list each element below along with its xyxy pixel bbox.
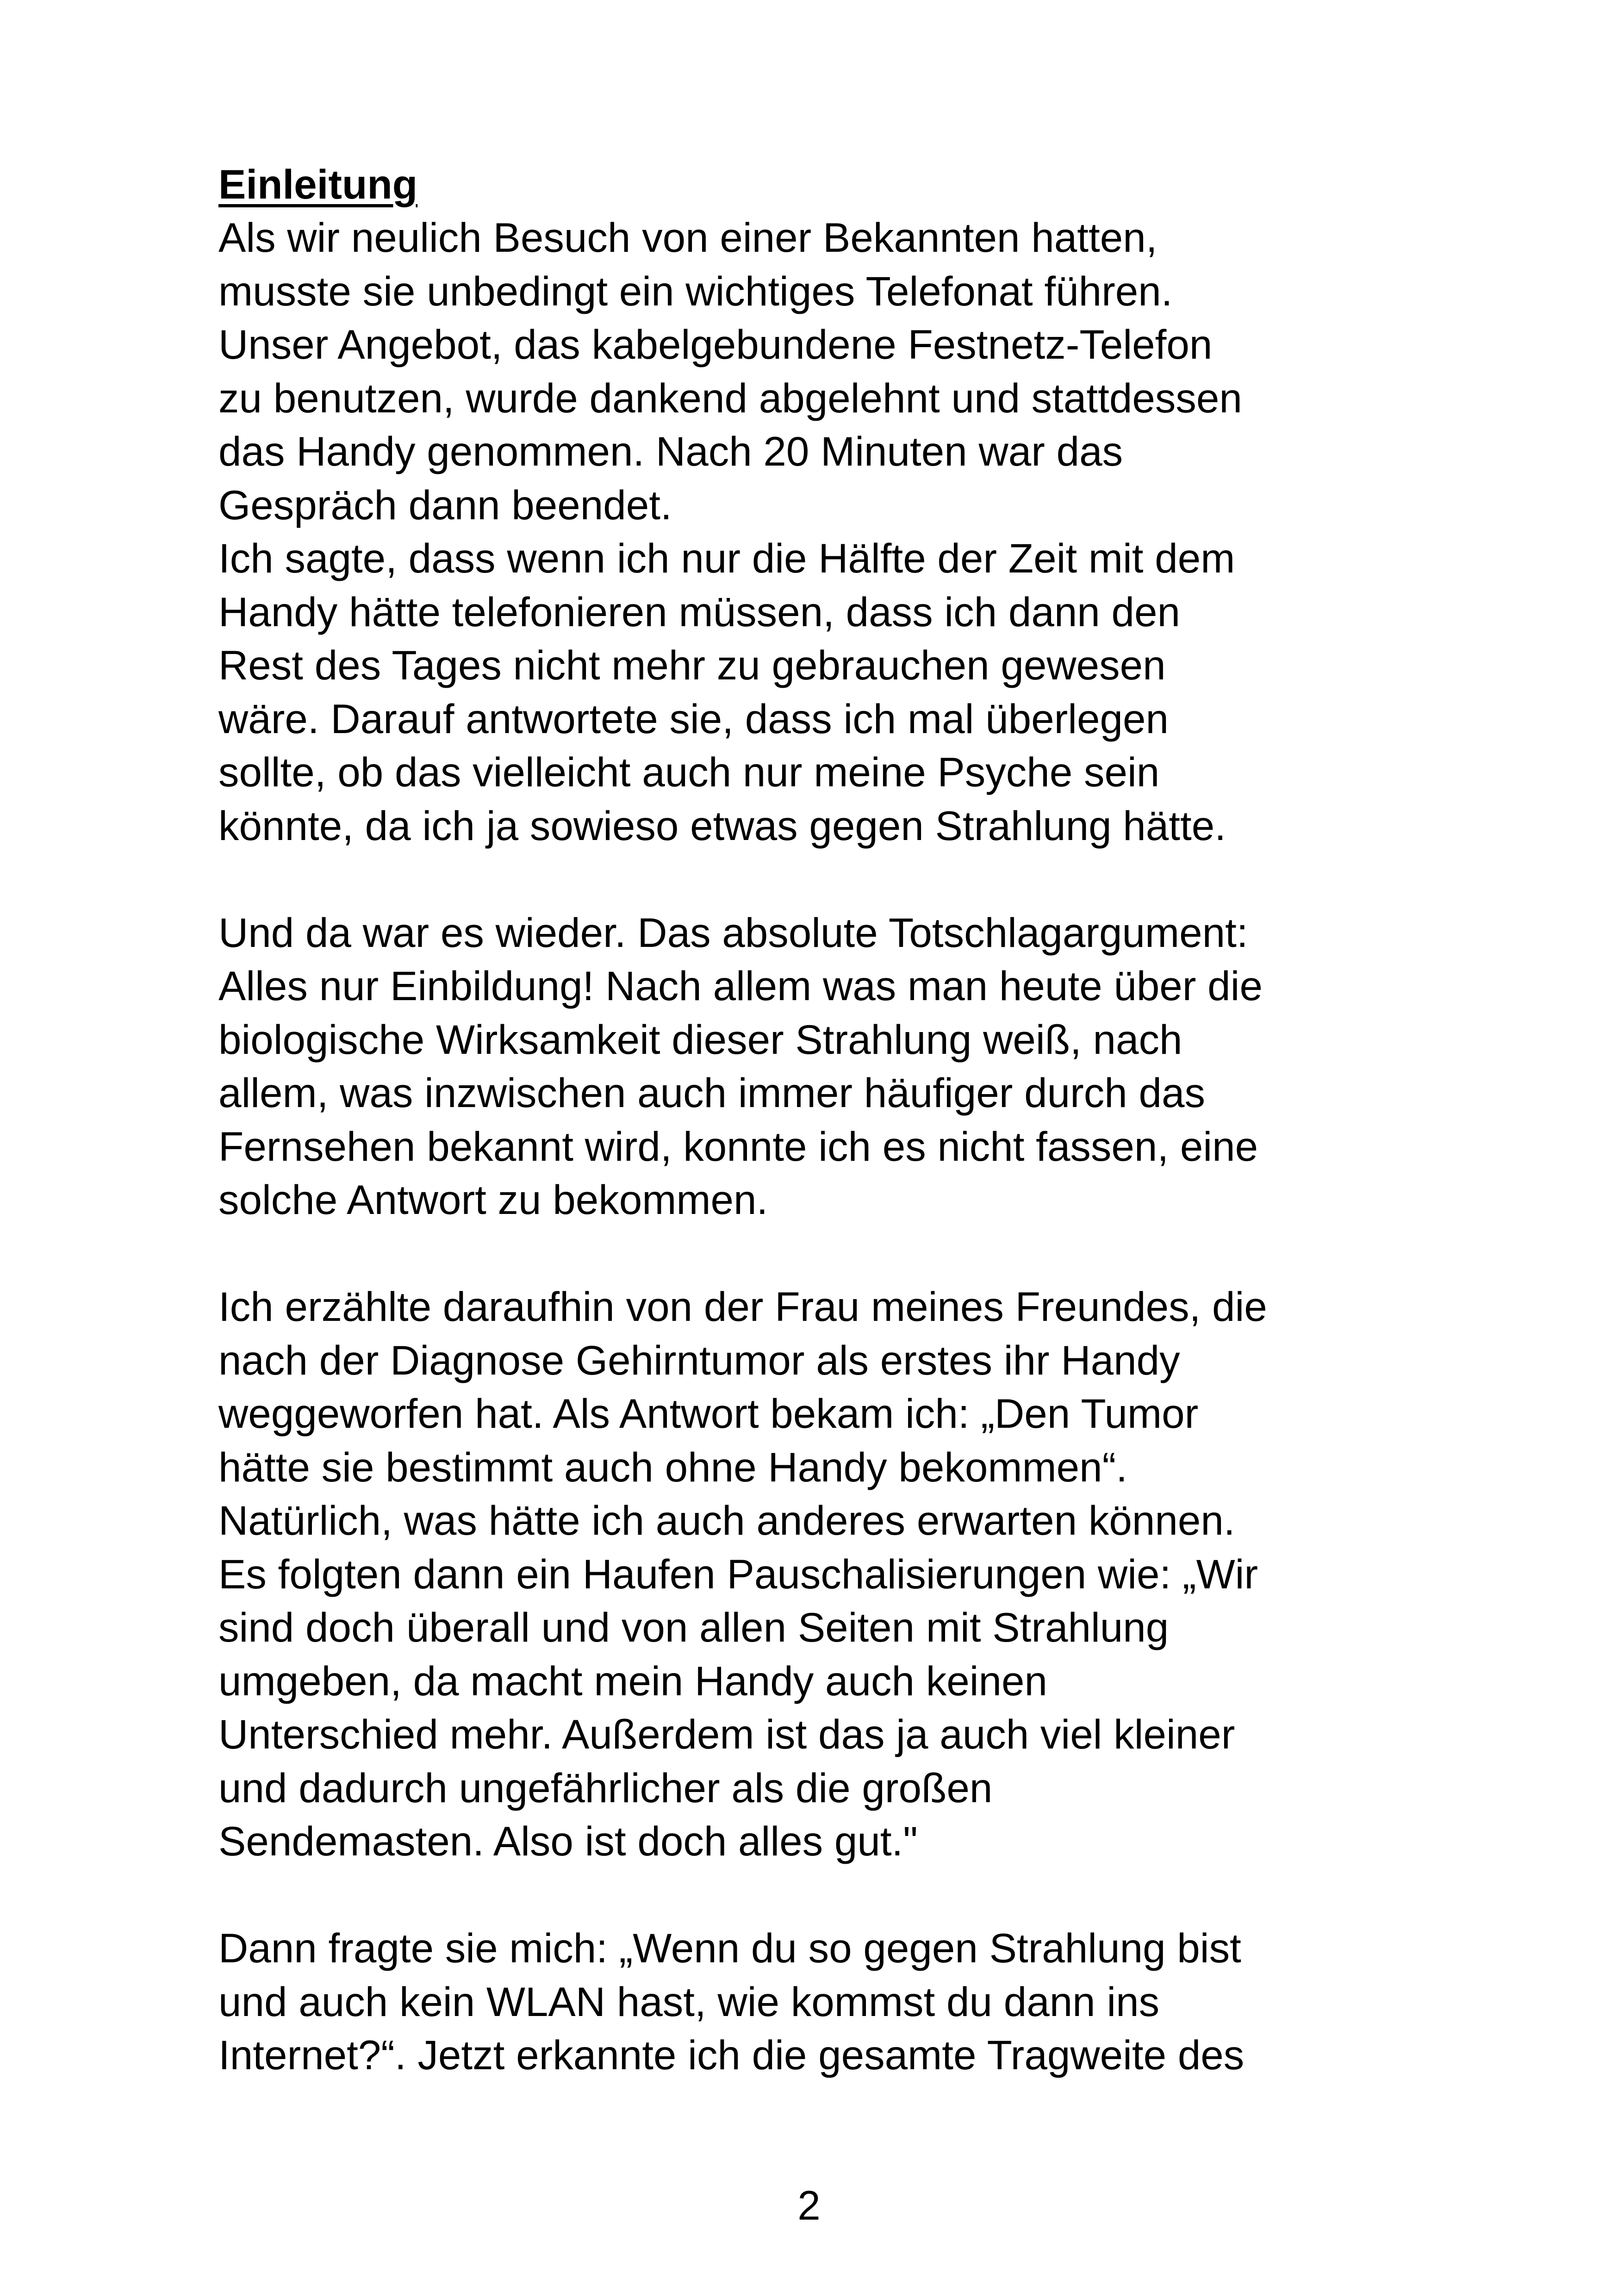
document-page [218,157,1445,2082]
text-line: umgeben, da macht mein Handy auch keinen [218,1657,1047,1704]
text-line: das Handy genommen. Nach 20 Minuten war das [218,428,1123,474]
text-line: Unser Angebot, das kabelgebundene Festnetz-Telefon [218,321,1213,367]
paragraph-5 [218,1922,1445,2082]
text-line: Gespräch dann beendet. [218,481,672,528]
paragraph-spacer [218,1227,1445,1281]
paragraph-2 [218,532,1445,852]
text-line: musste sie unbedingt ein wichtiges Telefonat führen. [218,268,1173,314]
text-line: Als wir neulich Besuch von einer Bekannten hatten, [218,214,1157,261]
text-line: Rest des Tages nicht mehr zu gebrauchen gewesen [218,642,1166,688]
paragraph-3 [218,906,1445,1227]
paragraph-4 [218,1280,1445,1868]
text-line: hätte sie bestimmt auch ohne Handy bekommen“. [218,1444,1127,1490]
text-line: und dadurch ungefährlicher als die großen [218,1764,993,1811]
text-line: biologische Wirksamkeit dieser Strahlung weiß, nach [218,1016,1182,1063]
paragraph-spacer [218,852,1445,906]
text-line: sind doch überall und von allen Seiten mit Strahlung [218,1604,1169,1650]
text-line: sollte, ob das vielleicht auch nur meine Psyche sein [218,749,1160,795]
text-line: Alles nur Einbildung! Nach allem was man heute über die [218,963,1263,1009]
text-line: Es folgten dann ein Haufen Pauschalisierungen wie: „Wir [218,1550,1258,1597]
text-line: Natürlich, was hätte ich auch anderes erwarten können. [218,1497,1235,1543]
text-line: Ich sagte, dass wenn ich nur die Hälfte der Zeit mit dem [218,535,1235,581]
text-line: und auch kein WLAN hast, wie kommst du dann ins [218,1978,1160,2025]
text-line: Handy hätte telefonieren müssen, dass ich dann den [218,588,1181,635]
text-line: könnte, da ich ja sowieso etwas gegen Strahlung hätte. [218,802,1226,849]
text-line: Sendemasten. Also ist doch alles gut." [218,1818,918,1864]
text-line: Unterschied mehr. Außerdem ist das ja auch viel kleiner [218,1711,1235,1757]
text-line: Ich erzählte daraufhin von der Frau meines Freundes, die [218,1283,1267,1330]
text-line: zu benutzen, wurde dankend abgelehnt und stattdessen [218,374,1242,421]
text-line: Und da war es wieder. Das absolute Totschlagargument: [218,909,1248,956]
text-line: weggeworfen hat. Als Antwort bekam ich: „Den Tumor [218,1390,1199,1437]
text-line: Internet?“. Jetzt erkannte ich die gesamte Tragweite des [218,2032,1245,2078]
text-line: Fernsehen bekannt wird, konnte ich es nicht fassen, eine [218,1123,1258,1170]
text-line: nach der Diagnose Gehirntumor als erstes ihr Handy [218,1337,1180,1383]
paragraph-1 [218,211,1445,532]
page-number: 2 [797,2182,821,2228]
section-heading: Einleitung [218,161,418,207]
paragraph-spacer [218,1868,1445,1922]
text-line: allem, was inzwischen auch immer häufiger durch das [218,1070,1206,1116]
text-line: wäre. Darauf antwortete sie, dass ich mal überlegen [218,695,1169,742]
text-line: Dann fragte sie mich: „Wenn du so gegen Strahlung bist [218,1925,1241,1971]
text-line: solche Antwort zu bekommen. [218,1176,768,1223]
